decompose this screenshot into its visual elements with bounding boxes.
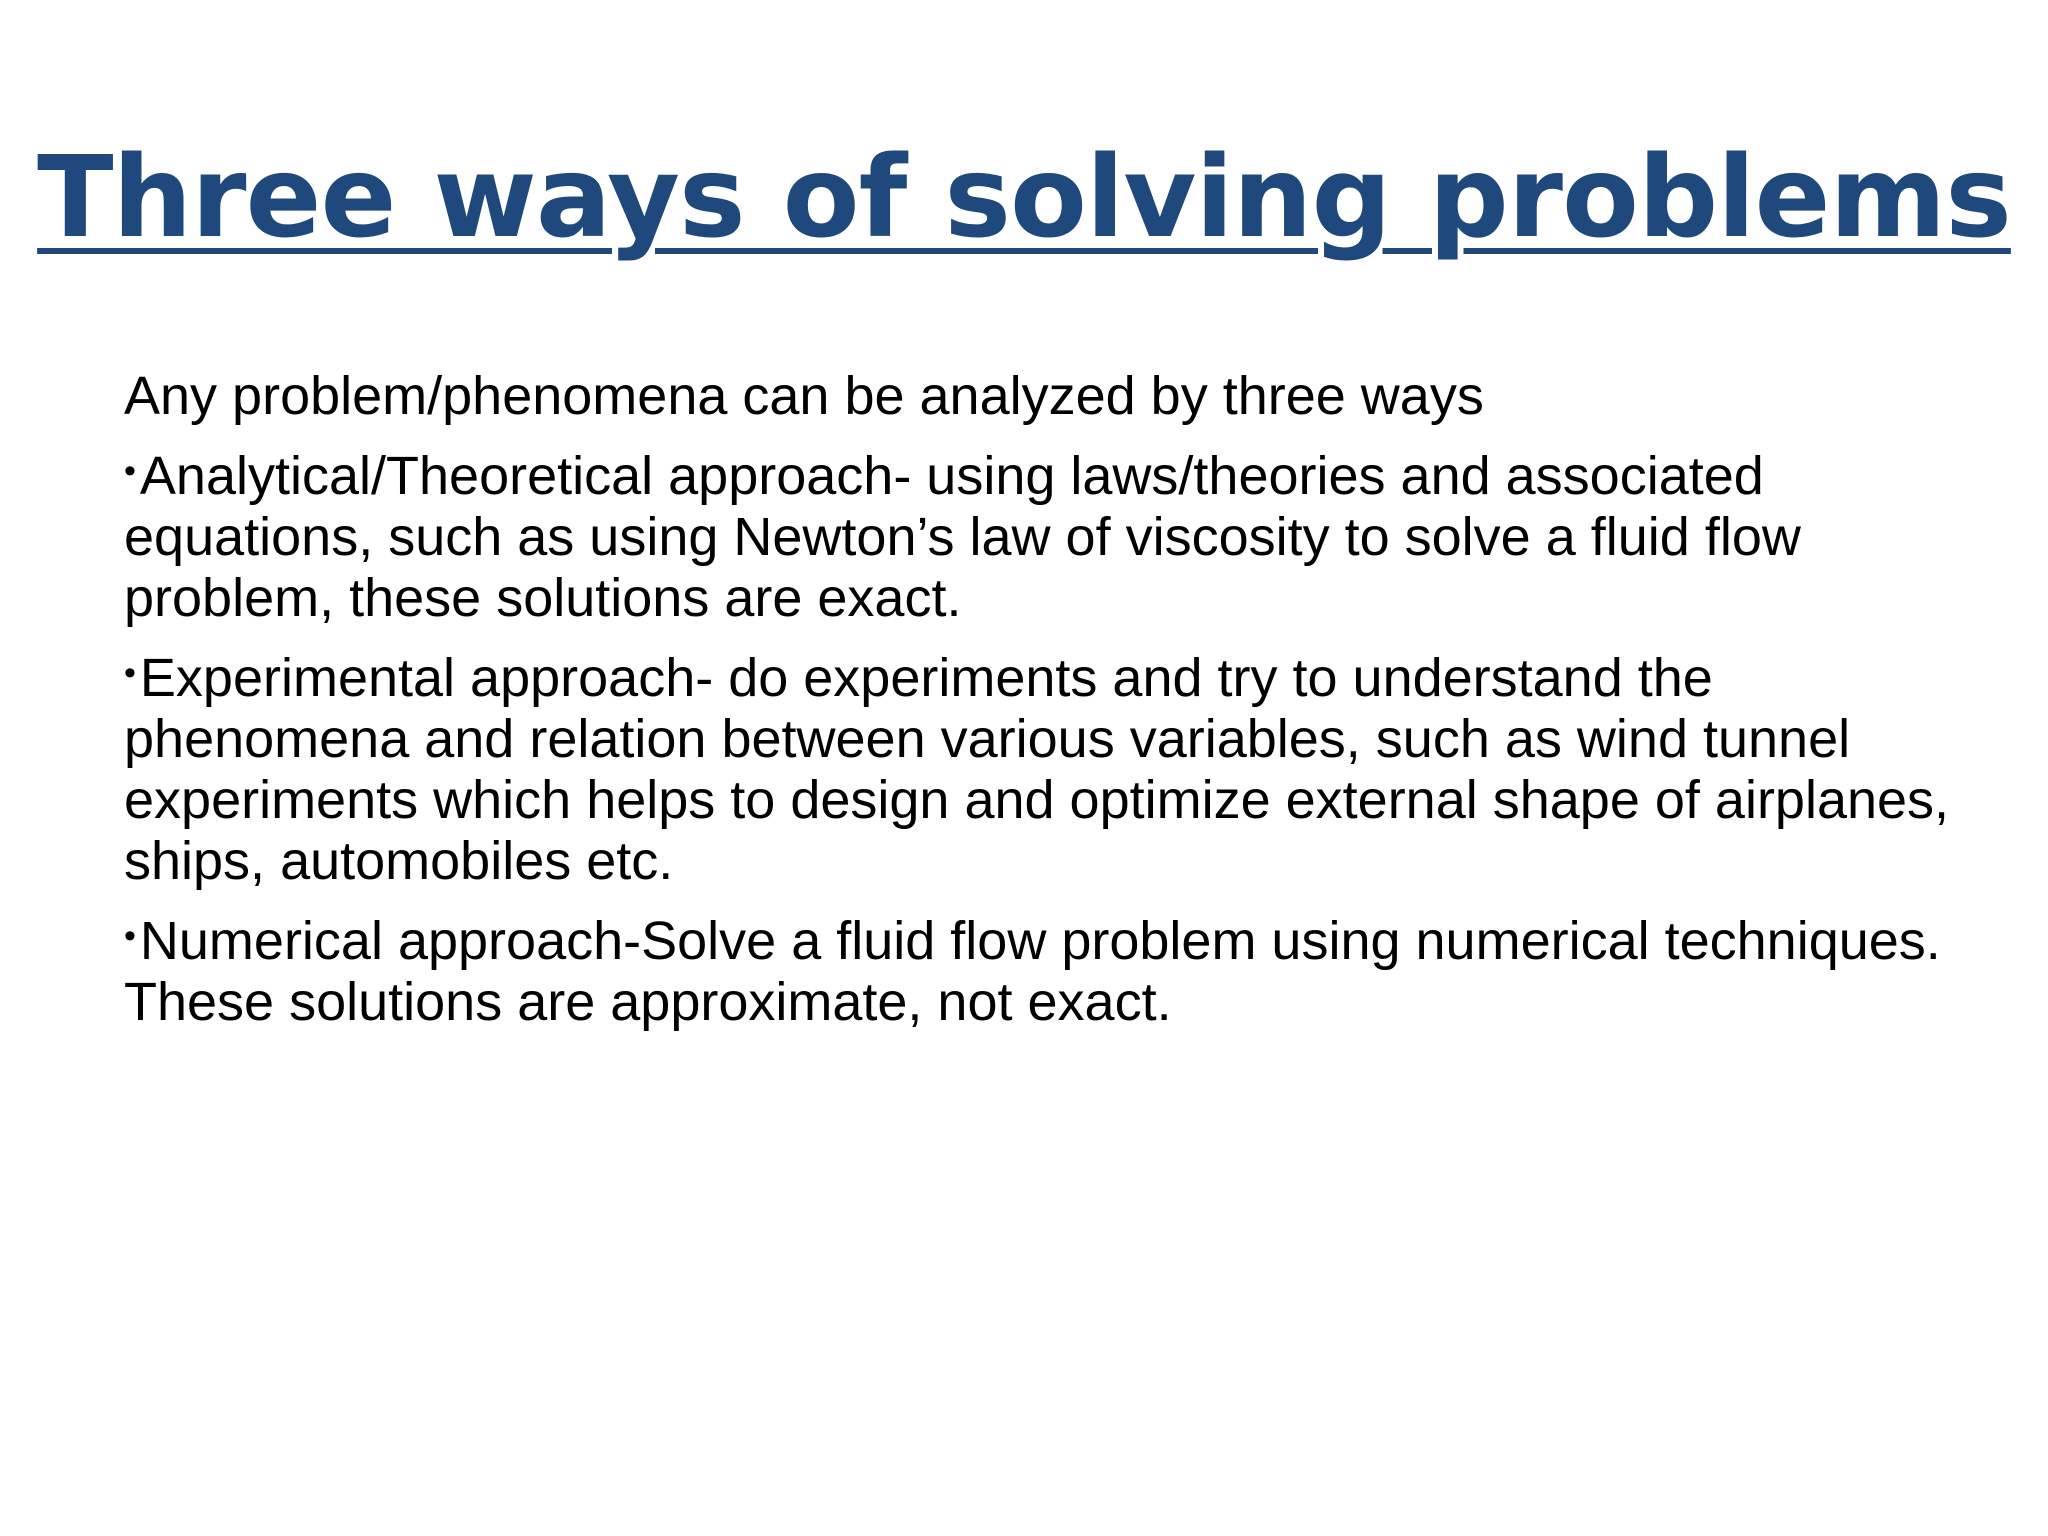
bullet-dot-icon: • (124, 917, 136, 955)
bullet-dot-icon: • (124, 654, 136, 692)
bullet-analytical (124, 441, 1954, 629)
bullet-dot-icon: • (124, 452, 136, 490)
bullet-numerical-text: Numerical approach-Solve a fluid flow problem using numerical techniques. These solutions are approximate, not exact. (124, 911, 1941, 1032)
slide-body (124, 366, 1954, 1047)
bullet-experimental-text: Experimental approach- do experiments and try to understand the phenomena and relation between various variables, such as wind tunnel experiments which helps to design and optimize external shape of airplanes, ships, automobiles etc. (124, 648, 1950, 891)
bullet-analytical-text: Analytical/Theoretical approach- using laws/theories and associated equations, such as using Newton’s law of viscosity to solve a fluid flow problem, these solutions are exact. (124, 446, 1801, 628)
intro-text: Any problem/phenomena can be analyzed by three ways (124, 366, 1484, 426)
slide-title: Three ways of solving problems (37, 133, 2011, 263)
bullet-numerical (124, 906, 1954, 1033)
title-container (0, 128, 2048, 268)
bullet-experimental (124, 643, 1954, 892)
